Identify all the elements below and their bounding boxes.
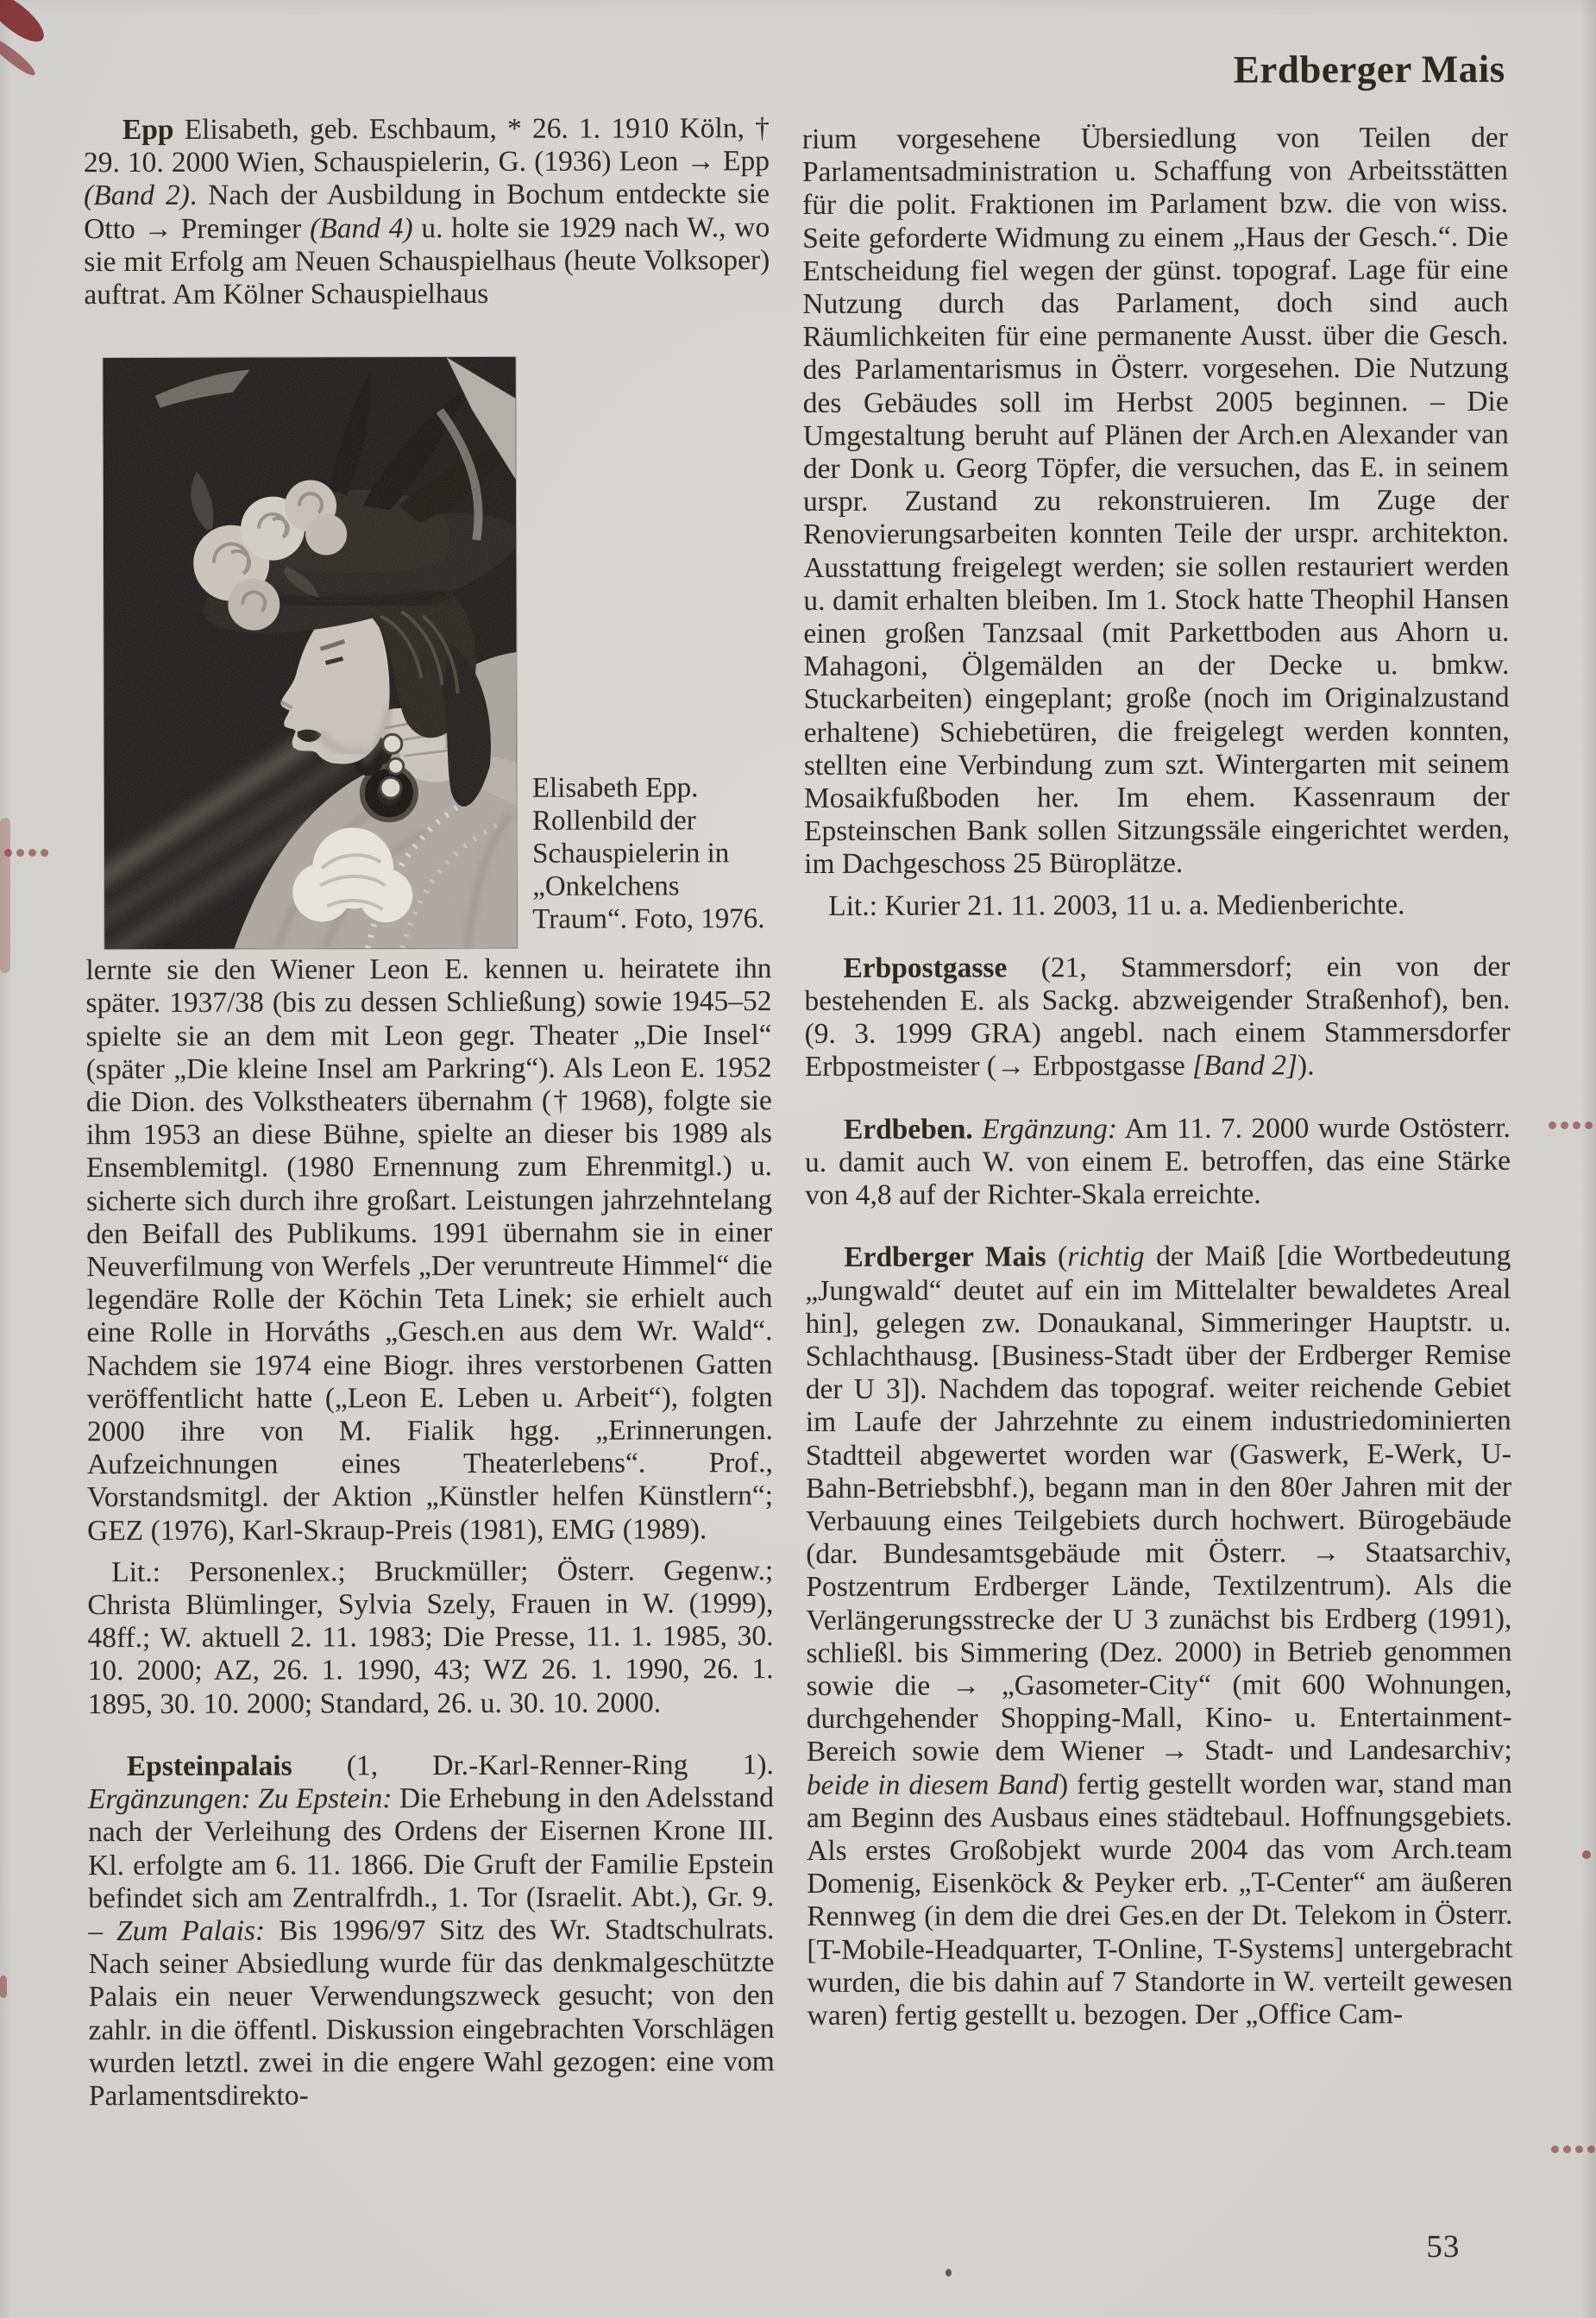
entry-epp-continuation: lernte sie den Wiener Leon E. kennen u. heiratete ihn später. 1937/38 (bis zu dessen Schließung) sowie 1945–52 spielte sie an dem mit Leon gegr. Theater „Die Insel“ (später „Die kleine Insel am Parkring“). Als Leon E. 1952 die Dion. des Volkstheaters übernahm († 1968), folgte sie ihm 1953 an diese Bühne, spielte an dieser bis 1989 als Ensemblemitgl. (1980 Ernennung zum Ehrenmitgl.) u. sicherte sich durch ihre großart. Leistungen jahrzehntelang den Beifall des Publikums. 1991 übernahm sie in einer Neuverfilmung von Werfels „Der veruntreute Himmel“ die legendäre Rolle der Köchin Teta Linek; sie erhielt auch eine Rolle in Horváths „Gesch.en aus dem Wr. Wald“. Nachdem sie 1974 eine Biogr. ihres verstorbenen Gatten veröffentlicht hatte („Leon E. Leben u. Arbeit“), folgten 2000 ihre von M. Fialik hgg. „Erinnerungen. Aufzeichnungen eines Theaterlebens“. Prof., Vorstandsmitgl. der Aktion „Künstler helfen Künstlern“; GEZ (1976), Karl-Skraup-Preis (1981), EMG (1989). (85, 952, 774, 1547)
right-column (802, 122, 1513, 2032)
epp-literature: Lit.: Personenlex.; Bruckmüller; Österr. Gegenw.; Christa Blümlinger, Sylvia Szely, Frauen in W. (1999), 48ff.; W. aktuell 2. 11. 1983; Die Presse, 11. 1. 1985, 30. 10. 2000; AZ, 26. 1. 1990, 43; WZ 26. 1. 1990, 26. 1. 1895, 30. 10. 2000; Standard, 26. u. 30. 10. 2000. (87, 1554, 774, 1720)
entry-epsteinpalais-continuation: rium vorgesehene Übersiedlung von Teilen der Parlamentsadministration u. Schaffung von Arbeitsstätten für die polit. Fraktionen im Parlament bzw. die von wiss. Seite geforderte Widmung zu einem „Haus der Gesch.“. Die Entscheidung fiel wegen der günst. topograf. Lage für eine Nutzung durch das Parlament, doch sind auch Räumlichkeiten für eine permanente Ausst. über die Gesch. des Parlamentarismus in Österr. vorgesehen. Die Nutzung des Gebäudes soll im Herbst 2005 beginnen. – Die Umgestaltung beruht auf Plänen der Arch.en Alexander van der Donk u. Georg Töpfer, die versuchen, das E. in seinem urspr. Zustand zu rekonstruieren. Im Zuge der Renovierungsarbeiten konnten Teile der urspr. architekton. Ausstattung freigelegt werden; sie sollen restauriert werden u. damit erhalten bleiben. Im 1. Stock hatte Theophil Hansen einen großen Tanzsaal (mit Parkettboden aus Ahorn u. Mahagoni, Ölgemälden an der Decke u. bmkw. Stuckarbeiten) eingeplant; große (noch im Originalzustand erhaltene) Schiebetüren, die freigelegt werden konnten, stellten eine Verbindung zum szt. Wintergarten mit seinem Mosaikfußboden her. Im ehem. Kassenraum der Epsteinschen Bank sollen Sitzungssäle eingerichtet werden, im Dachgeschoss 25 Büroplätze. (801, 121, 1511, 881)
entry-erdbeben: Erdbeben. Ergänzung: Am 11. 7. 2000 wurde Ostösterr. u. damit auch W. von einem E. betroffen, das eine Stärke von 4,8 auf der Richter-Skala erreichte. (804, 1111, 1511, 1212)
entry-epsteinpalais: Epsteinpalais (1, Dr.-Karl-Renner-Ring 1). Ergänzungen: Zu Epstein: Die Erhebung in den Adelsstand nach der Verleihung des Ordens der Eisernen Krone III. Kl. erfolgte am 6. 11. 1866. Die Gruft der Familie Epstein befindet sich am Zentralfrdh., 1. Tor (Israelit. Abt.), Gr. 9. – Zum Palais: Bis 1996/97 Sitz des Wr. Stadtschulrats. Nach seiner Absiedlung wurde für das denkmalgeschützte Palais ein neuer Verwendungszweck gesucht; von den zahlr. in die öffentl. Diskussion eingebrachten Vorschlägen wurden letztl. zwei in die engere Wahl gezogen: eine vom Parlamentsdirekto- (87, 1748, 775, 2113)
epsteinpalais-literature: Lit.: Kurier 21. 11. 2003, 11 u. a. Medienberichte. (828, 888, 1405, 922)
running-head: Erdberger Mais (1233, 47, 1505, 91)
entry-erbpostgasse: Erbpostgasse (21, Stammersdorf; ein von der bestehenden E. als Sackg. abzweigender Straßenhof), ben. (9. 3. 1999 GRA) angebl. nach einem Stammersdorfer Erbpostmeister (→ Erbpostgasse [Band 2]). (804, 950, 1511, 1084)
page-number: 53 (1426, 2228, 1461, 2265)
left-column (84, 112, 775, 2113)
photo-block (104, 356, 772, 949)
photo-caption: Elisabeth Epp. Rollenbild der Schauspielerin in „Onkelchens Traum“. Foto, 1976. (531, 772, 765, 936)
photo-elisabeth-epp (104, 357, 518, 949)
entry-epp: Epp Elisabeth, geb. Eschbaum, * 26. 1. 1910 Köln, † 29. 10. 2000 Wien, Schauspielerin, G. (1936) Leon → Epp (Band 2). Nach der Ausbildung in Bochum entdeckte sie Otto → Preminger (Band 4) u. holte sie 1929 nach W., wo sie mit Erfolg am Neuen Schauspielhaus (heute Volksoper) auftrat. Am Kölner Schauspielhaus (83, 112, 770, 311)
stage-portrait-illustration (104, 357, 518, 949)
entry-erdberger-mais: Erdberger Mais (richtig der Maiß [die Wortbedeutung „Jungwald“ deutet auf ein im Mittelalter bewaldetes Areal hin], gelegen zw. Donaukanal, Simmeringer Hauptstr. u. Schlachthausg. [Business-Stadt über der Erdberger Remise der U 3]). Nachdem das topograf. weiter reichende Gebiet im Laufe der Jahrzehnte zu einem industriedominierten Stadtteil abgewertet worden war (Gaswerk, E-Werk, U-Bahn-Betriebsbhf.), begann man in den 80er Jahren mit der Verbauung eines Teilgebiets durch hochwert. Bürogebäude (dar. Bundesamtsgebäude mit Österr. → Staatsarchiv, Postzentrum Erdberger Lände, Textilzentrum). Als die Verlängerungsstrecke der U 3 zunächst bis Erdberg (1991), schließl. bis Simmering (Dez. 2000) in Betrieb genommen sowie die → „Gasometer-City“ (mit 600 Wohnungen, durchgehender Shopping-Mall, Kino- u. Entertainment-Bereich sowie dem Wiener → Stadt- und Landesarchiv; beide in diesem Band) fertig gestellt worden war, stand man am Beginn des Ausbaus eines städtebaul. Hoffnungsgebiets. Als erstes Großobjekt wurde 2004 das vom Arch.team Domenig, Eisenköck & Peyker erb. „T-Center“ am äußeren Rennweg (in dem die drei Ges.en der Dt. Telekom in Österr. [T-Mobile-Headquarter, T-Online, T-Systems] untergebracht wurden, die bis dahin auf 7 Standorte in W. verteilt gewesen waren) fertig gestellt u. bezogen. Der „Office Cam- (805, 1240, 1513, 2032)
